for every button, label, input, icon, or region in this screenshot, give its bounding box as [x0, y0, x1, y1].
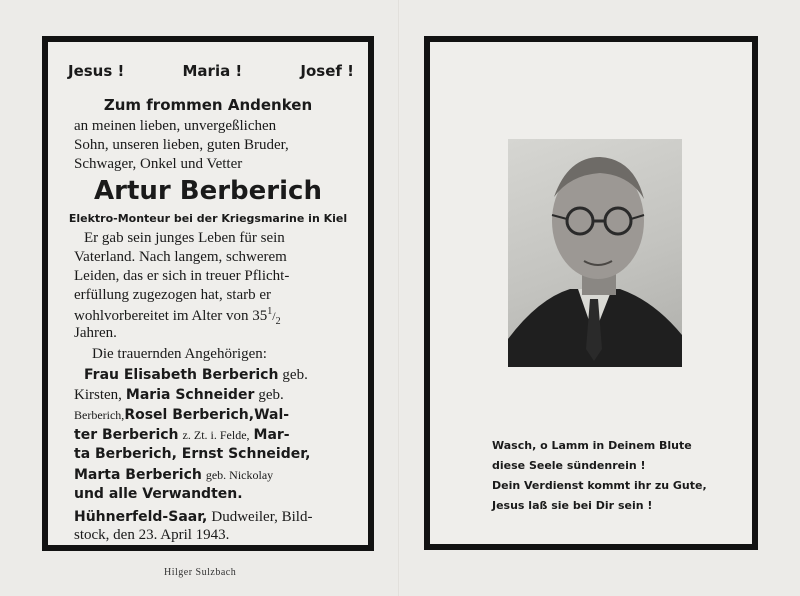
mourner-maria: Maria Schneider: [125, 387, 255, 403]
bio-line-3: Leiden, das er sich in treuer Pflicht-: [74, 268, 290, 284]
intro-line-3: Schwager, Onkel und Vetter: [74, 156, 243, 172]
mourners-line-4: [74, 426, 290, 444]
bio-line-6: Jahren.: [74, 325, 117, 341]
portrait-illustration: [508, 139, 682, 367]
invocation: [68, 62, 354, 80]
portrait-photo: [508, 139, 682, 367]
mourner-felde: z. Zt. i. Felde,: [182, 428, 250, 442]
mourners-line-7: und alle Verwandten.: [74, 486, 243, 502]
date-line: stock, den 23. April 1943.: [74, 527, 230, 543]
mourners-line-1: [84, 366, 308, 384]
mourner-wal: Wal-: [254, 407, 290, 423]
mourner-rosel: Rosel Berberich,: [124, 407, 255, 423]
photo-panel: [424, 36, 758, 550]
verse-line-4: Jesus laß sie bei Dir sein !: [492, 499, 653, 512]
intro-line-1: an meinen lieben, unvergeßlichen: [74, 118, 277, 134]
invocation-josef: Josef !: [300, 62, 354, 80]
age-fraction-num: 1: [267, 306, 273, 317]
mourner-walter: ter Berberich: [74, 427, 179, 443]
mourner-kirsten: Kirsten,: [74, 387, 122, 403]
card-fold: [398, 0, 400, 596]
place-rest: Dudweiler, Bild-: [211, 509, 313, 525]
text-panel: [42, 36, 374, 551]
mourners-line-6: [74, 466, 273, 484]
verse-line-2: diese Seele sündenrein !: [492, 459, 646, 472]
mourners-intro: Die trauernden Angehörigen:: [92, 346, 267, 362]
mourners-line-5: ta Berberich, Ernst Schneider,: [74, 446, 311, 462]
bio-line-1: Er gab sein junges Leben für sein: [84, 230, 285, 246]
invocation-jesus: Jesus !: [68, 62, 125, 80]
mourner-mar: Mar-: [253, 427, 290, 443]
heading: Zum frommen Andenken: [103, 96, 313, 114]
mourners-line-2: [74, 386, 284, 404]
mourner-geb-1: geb.: [282, 367, 308, 383]
mourner-marta: Marta Berberich: [74, 467, 202, 483]
mourner-elisabeth: Frau Elisabeth Berberich: [84, 367, 279, 383]
invocation-maria: Maria !: [182, 62, 243, 80]
mourners-line-3: [74, 406, 289, 424]
place-line: [74, 508, 312, 526]
bio-line-4: erfüllung zugezogen hat, starb er: [74, 287, 271, 303]
bio-line-2: Vaterland. Nach langem, schwerem: [74, 249, 287, 265]
deceased-name: Artur Berberich: [94, 176, 322, 206]
bio-line-5: wohlvorbereitet im Alter von $35^1/_2$: [74, 306, 281, 327]
printer-imprint: Hilger Sulzbach: [164, 567, 237, 578]
age-fraction-den: 2: [275, 316, 281, 327]
occupation: Elektro-Monteur bei der Kriegsmarine in Kiel: [68, 212, 348, 225]
bio-line-5-text: wohlvorbereitet im Alter von 35: [74, 308, 268, 324]
mourner-nickolay: geb. Nickolay: [205, 468, 274, 482]
verse: [492, 436, 707, 516]
mourner-geb-2: geb.: [258, 387, 284, 403]
verse-line-3: Dein Verdienst kommt ihr zu Gute,: [492, 479, 707, 492]
verse-line-1: Wasch, o Lamm in Deinem Blute: [492, 439, 692, 452]
mourner-berberich: Berberich,: [74, 408, 125, 422]
intro-line-2: Sohn, unseren lieben, guten Bruder,: [74, 137, 289, 153]
place: Hühnerfeld-Saar,: [74, 509, 208, 525]
